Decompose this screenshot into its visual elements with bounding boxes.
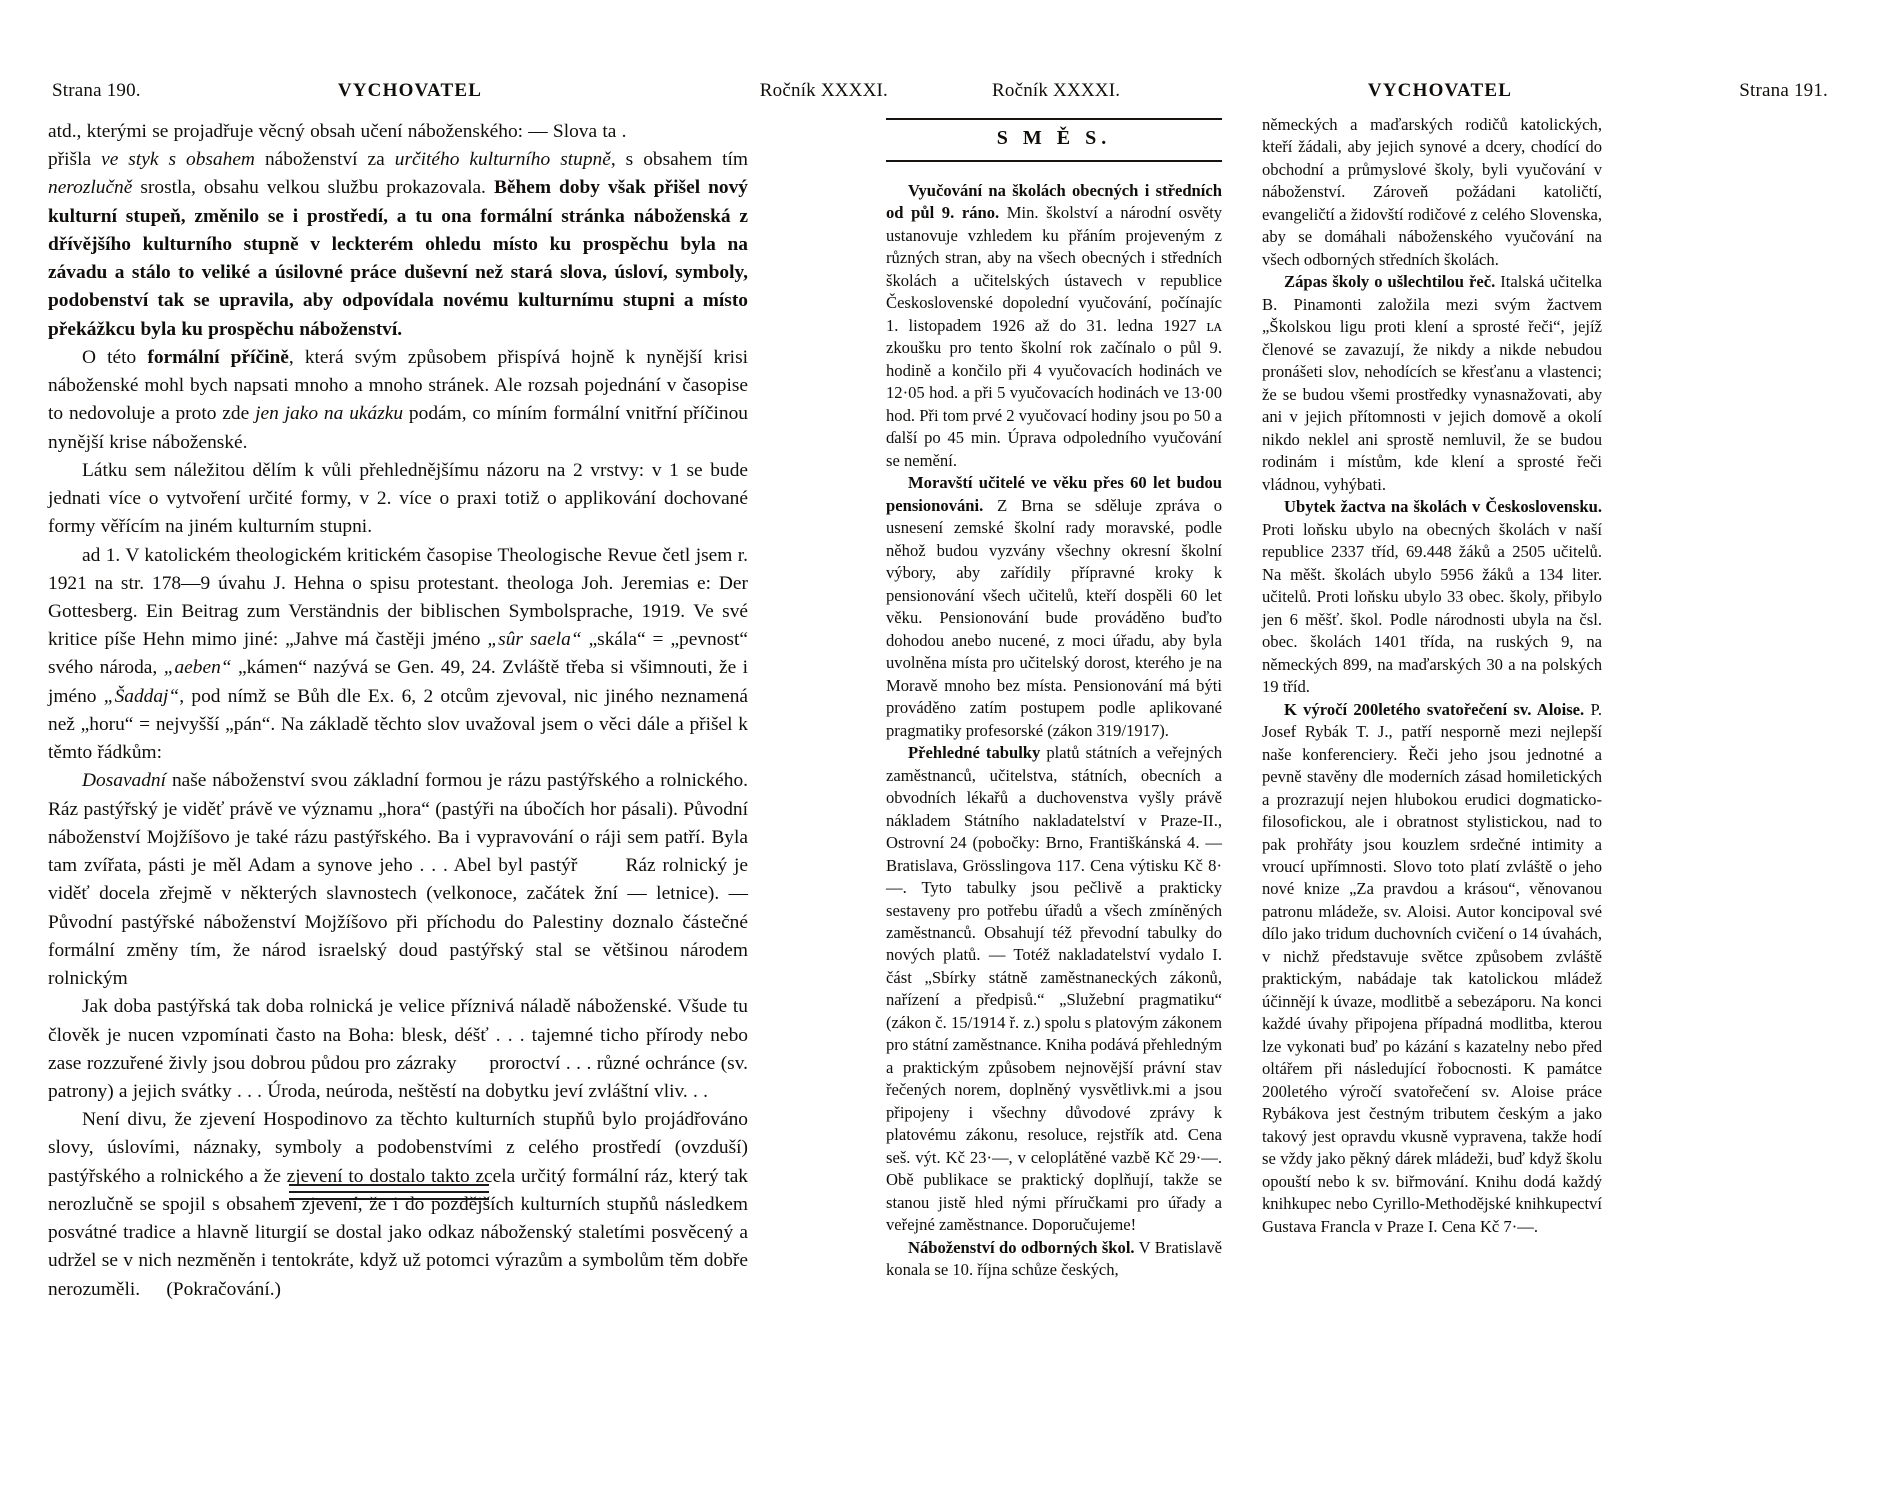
news-item [1262,496,1602,698]
news-item [1262,699,1602,1239]
news-item-continued [1262,114,1602,271]
news-item [886,742,1222,1237]
news-heading: K výročí 200letého svatořečení sv. Aloise. [1284,699,1585,719]
continuation-note: (Pokračování.) [166,1278,282,1300]
volume-right: Ročník XXXXI. [992,80,1121,101]
section-title: S M Ě S. [996,127,1112,149]
paragraph: Není divu, že zjevení Hospodinovo za těchto kulturních stupňů bylo projádřováno slovy, úslovími, náznaky, symboly a podobenstvími z celého prostředí (ovzduší) pastýřského a rolnického a že zjevení to dostalo takto zcela určitý formální ráz, který tak nerozlučně se spojil s obsahem zjevení, že i do pozdějších kulturních stupňů následkem posvátné tradice a hlavně liturgií se dostal jako odkaz náboženský staletími posvěcený a udržel se v nich nezměněn i tentokráte, když už potomci výrazům a symbolům těm dobře nerozuměli. (Pokračování.) [48,1109,748,1300]
news-text: Italská učitelka B. Pinamonti založila mezi svým žactvem „Školskou ligu proti klení a sprosté řeči“, jejíž členové se zavazují, že nikdy a nikde nebudou pronášeti slov, nehodících se křesťanu a vlastenci; že se budou všemi prostředky vynasnažovati, aby ani v jejich přítomnosti v jejich domově a okolí nikdo neklel ani sprostě nemluvil, že se budou rodinám i místům, kde klení a sprosté řeči vládnou, vyhýbati. [1262,272,1602,494]
journal-title-left: VYCHOVATEL [337,80,483,101]
news-heading: Náboženství do odborných škol. [908,1237,1135,1257]
news-item [886,1237,1222,1282]
news-text: V Bratislavě konala se 10. října schůze českých, [886,1237,1222,1280]
rule-top [886,118,1222,120]
news-text: Min. školství a národní osvěty ustanovuje vzhledem ku přáním projeveným z různých stran, aby na všech obecných i středních školách a učitelských ústavech v republice Československé dopolední vyučování, počínajíc 1. listopadem 1926 až do 31. ledna 1927 ʟᴀ zkoušku pro tento školní rok začínalo o půl 9. hodině a končilo při 4 vyučovacích hodinách ve 12·05 hod. a při 5 vyučovacích hodinách ve 13·00 hod. Při tom prvé 2 vyučovací hodiny jsou po 50 a ɗalší po 45 min. Úprava odpoledního vyučování se nemění. [886,203,1222,470]
paragraph: O této formální příčině, která svým způsobem přispívá hojně k nynější krisi náboženské mohl bych napsati mnoho a mnoho stránek. Ale rozsah pojednání v časopise to nedovoluje a proto zde jen jako na ukázku podám, co míním formální vnitřní příčinou nynější krise náboženské. [48,346,748,453]
news-text: P. Josef Rybák T. J., patří nesporně mezi nejlepší naše konferenciery. Řeči jeho jsou jednotné a pevně stavěny dle moderních zásad homiletických a prozrazují nejen hlubokou erudici dogmaticko-filosofickou, ale i obratnost stylistickou, nad to pak prohřáty jsou kouzlem srdečné intimity a vroucí upřímnosti. Slovo toto platí zvláště o jeho nové knize „Za pravdou a krásou“, věnovanou patronu mládeže, sv. Aloisi. Autor koncipoval své dílo jako tridum duchovních cvičení o 14 úvahách, v nichž představuje světce způsobem zvláště praktickým, nabádaje tak katolickou mládež účinnějí k úvaze, modlitbě a sebezáporu. Na konci každé úvahy připojena případná modlitba, kterou lze vykonati buď po kázání s kazatelny nebo před oltářem při následující řobocnosti. K památce 200letého výročí svatořečení sv. Aloise práce Rybákova jest čestným tributem českým a jako takový jest opravdu vkusně vypravena, takže hodí se vždy jako pěkný dárek mládeži, buď když školu opouští nebo k sv. biřmování. Knihu dodá každý knihkupec nebo Cyrillo-Methodějské knihkupectví Gustava Francla v Praze I. Cena Kč 7·—. [1262,699,1602,1236]
left-running-head [0,80,940,104]
news-heading: Ubytek žactva na školách v Československu. [1284,497,1602,517]
paragraph: Látku sem náležitou dělím k vůli přehlednějšímu názoru na 2 vrstvy: v 1 se bude jednati více o vytvoření určité formy, v 2. více o praxi totiž o applikování dochované formy věřícím na jiném kulturním stupni. [48,459,748,538]
news-item [1262,271,1602,496]
news-item [886,180,1222,472]
journal-title-right: VYCHOVATEL [1367,80,1513,101]
right-column-1 [886,180,1222,1282]
rule-bottom [886,160,1222,162]
news-text: platů státních a veřejných zaměstnanců, učitelstva, státních, obecních a obvodních lékařů a duchovenstva vyšly právě nákladem Státního nakladatelství v Praze-II., Ostrovní 24 (pobočky: Brno, Františkánská 4. — Bratislava, Grösslingova 117. Cena výtisku Kč 8·—. Tyto tabulky jsou pečlivě a prakticky sestaveny pro potřebu úřadů a všech zmíněných zaměstnanců. Obsahují též převodní tabulky do nových platů. — Totéž nakladatelství vydalo I. část „Sbírky státně zaměstnaneckých zákonů, nařízení a předpisů.“ „Služební pragmatiku“ (zákon č. 15/1914 ř. z.) spolu s platovým zákonem pro státní zaměstnance. Kniha podává přehledným a praktickým způsobem nejnovější právní stav řečených norem, doplněný vysvětlivk.mi a jsou připojeny i všechny důvodové zprávy k platovému zákonu, resoluce, rejstřík atd. Cena seš. výt. Kč 23·—, v celoplátěné vazbě Kč 29·—. Obě publikace se praktický doplňují, takže se stanou jistě hled nými příručkami pro úřady a veřejné zaměstnance. Doporučujeme! [886,743,1223,1235]
paragraph: ad 1. V katolickém theologickém kritickém časopise Theologische Revue četl jsem r. 1921 na str. 178—9 úvahu J. Hehna o spisu protestant. theologa Joh. Jeremias e: Der Gottesberg. Ein Beitrag zum Verständnis der biblischen Symbolsprache, 1919. Ve své kritice píše Hehn mimo jiné: „Jahve má častěji jméno „sûr saela“ „skála“ = „pevnost“ svého národa, „aeben“ „kámen“ nazývá se Gen. 49, 24. Zvláště třeba si všimnouti, že i jméno „Šaddaj“, pod nímž se Bůh dle Ex. 6, 2 otcům zjevoval, nic jiného neznamená než „horu“ = nejvyšší „pán“. Na základě těchto slov uvažoval jsem o věci dále a přišel k těmto řádkům: [48,544,748,764]
left-page-body [48,118,748,1304]
news-text: Proti loňsku ubylo na obecných školách v naší republice 2337 tříd, 69.448 žáků a 2505 učitelů. Na měšt. školách ubylo 5956 žáků a 134 liter. učitelů. Proti loňsku ubylo 33 obec. školy, přibylo jen 6 měšť. škol. Podle národnosti ubyla na čsl. obec. školách 1401 třída, na ruských 9, na německých 899, na maďarských 30 a na polských 19 tříd. [1262,519,1602,697]
news-heading: Vyučování na školách obecných i středních od půl 9. ráno. [886,181,1222,223]
paragraph: Jak doba pastýřská tak doba rolnická je velice příznivá náladě náboženské. Všude tu člověk je nucen vzpomínati často na Boha: blesk, déšť . . . tajemné ticho přírody nebo zase rozzuřené živly jsou dobrou půdou pro zázraky proroctví . . . různé ochránce (sv. patrony) a jejich svátky . . . Úroda, neúroda, neštěstí na dobytku jeví zvláštní vliv. . . [48,996,748,1102]
right-running-head [940,80,1880,104]
news-heading: Zápas školy o ušlechtilou řeč. [1284,272,1496,292]
news-heading: Moravští učitelé ve věku přes 60 let budou pensionováni. [886,473,1222,515]
section-divider-rules [289,1184,489,1205]
news-text: Z Brna se sděluje zpráva o usnesení zemské školní rady moravské, podle něhož budou vyzvány všechny okresní školní výbory, aby zařídily přípravné kroky k pensionování všech učitelů, kteří dospěli 60 let věku. Pensionování bude prováděno buďto dohodou anebo nucené, z moci úřadu, aby byla uvolněna místa pro učitelský dorost, kterého je na Moravě mnoho bez místa. Pensionování má býti prováděno zatím postupem podle aplikované pragmatiky profesorské (zákon 319/1917). [886,495,1222,740]
paragraph: Dosavadní naše náboženství svou základní formou je rázu pastýřského a rolnického. Ráz pastýřský je viděť právě ve významu „hora“ (pastýři na úbočích hor pásali). Původní náboženství Mojžíšovo je také rázu pastýřského. Ba i vypravování o ráji sem patří. Byla tam zvířata, pásti je měl Adam a synove jeho . . . Abel byl pastýř Ráz rolnický je viděť docela zřejmě v některých slavnostech (velkonoce, začátek žní — letnice). — Původní pastýřské náboženství Mojžíšovo při příchodu do Palestiny doznalo částečné formální změny tím, že národ israelský doud pastýřský stal se většinou národem rolnickým [48,770,748,990]
news-text: německých a maďarských rodičů katolických, kteří žádali, aby jejich synové a dcery, chodící do obchodní a průmyslové školy, byli vyučování v náboženství. Zároveň požádani katoličtí, evangeličtí a židovští rodičové z celého Slovenska, aby se domáhali náboženského vyučování na všech odborných středních školách. [1262,115,1602,269]
page-number-left: Strana 190. [52,80,141,101]
right-column-2 [1262,114,1602,1238]
paragraph: atd., kterými se projadřuje věcný obsah učení náboženského: — Slova ta . přišla ve styk s obsahem náboženství za určitého kulturního stupně, s obsahem tím nerozlučně srostla, obsahu velkou službu prokazovala. Během doby však přišel nový kulturní stupeň, změnilo se i prostředí, a tu ona formální stránka náboženská z dřívějšího kulturního stupně v leckterém ohledu místo ku prospěchu byla na závadu a stálo to veliké a úsilovné práce duševní než stará slova, úsloví, symboly, podobenství tak se upravila, aby odpovídala novému kulturnímu stupni a místo překážkcu byla ku prospěchu náboženství. [48,121,749,340]
page-number-right: Strana 191. [1739,80,1828,101]
news-item [886,472,1222,742]
news-heading: Přehledné tabulky [908,743,1041,763]
volume-left: Ročník XXXXI. [759,80,888,101]
